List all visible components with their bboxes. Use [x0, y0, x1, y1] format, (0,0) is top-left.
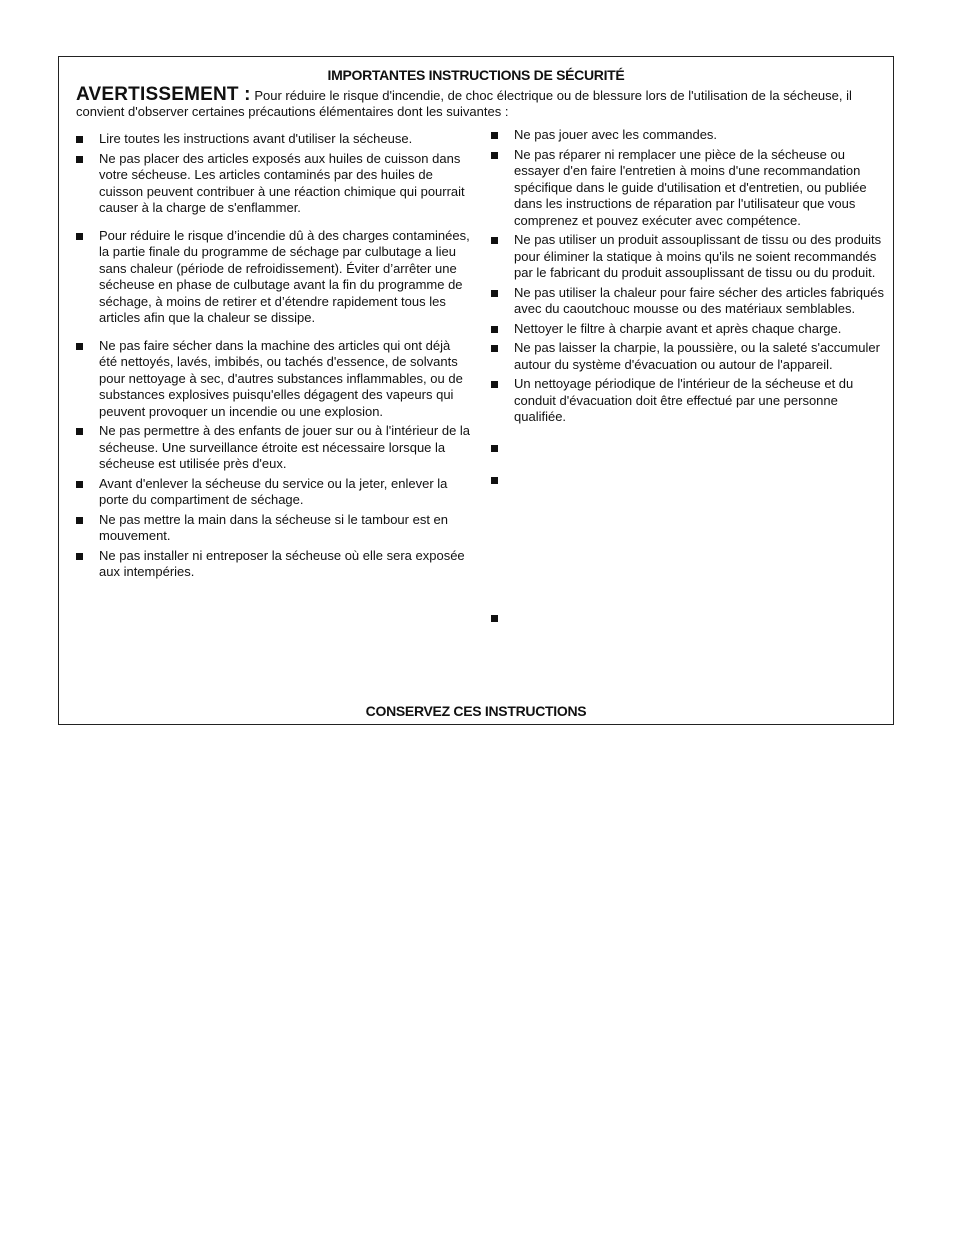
empty-list-item: [491, 610, 886, 626]
empty-list-item: [491, 440, 886, 456]
list-item-text: Ne pas placer des articles exposés aux huiles de cuisson dans votre sécheuse. Les articles contaminés par des huiles de cuisson peuvent contribuer à une réaction chimique qui pourrait causer à la charge de s'enflammer.: [99, 150, 465, 215]
list-item-text: Un nettoyage périodique de l'intérieur de la sécheuse et du conduit d'évacuation doit être effectué par une personne qualifiée.: [514, 376, 854, 424]
list-item-text: Nettoyer le filtre à charpie avant et après chaque charge.: [514, 320, 842, 336]
bullet-square-icon: [76, 343, 83, 350]
list-item-text: Avant d'enlever la sécheuse du service ou la jeter, enlever la porte du compartiment de séchage.: [99, 475, 448, 507]
empty-list-item: [491, 472, 886, 488]
bullet-square-icon: [76, 428, 83, 435]
list-item: [491, 127, 886, 144]
left-instruction-list: [76, 131, 471, 581]
list-item-text: Ne pas utiliser la chaleur pour faire sécher des articles fabriqués avec du caoutchouc mousse ou des matériaux semblables.: [514, 284, 884, 316]
list-item-text: Ne pas permettre à des enfants de jouer sur ou à l'intérieur de la sécheuse. Une surveillance étroite est nécessaire lorsque la sécheuse est utilisée près d'eux.: [99, 423, 471, 471]
bullet-square-icon: [76, 481, 83, 488]
bullet-square-icon: [491, 237, 498, 244]
bullet-square-icon: [491, 132, 498, 139]
bullet-square-icon: [491, 326, 498, 333]
list-item: [76, 131, 471, 148]
warning-paragraph: [76, 84, 866, 120]
warning-label: AVERTISSEMENT :: [76, 84, 251, 105]
list-item-text: Pour réduire le risque d’incendie dû à des charges contaminées, la partie finale du programme de séchage par culbutage a lieu sans chaleur (période de refroidissement). Éviter d’arrêter une sécheuse en phase de culbutage avant la fin du programme de séchage, à moins de retirer et d’étendre rapidement tous les articles afin que la chaleur se dissipe.: [99, 227, 470, 325]
list-item: [491, 340, 886, 373]
bullet-square-icon: [491, 615, 498, 622]
bullet-square-icon: [76, 517, 83, 524]
list-item: [491, 321, 886, 338]
bullet-square-icon: [76, 136, 83, 143]
bullet-square-icon: [76, 233, 83, 240]
bullet-square-icon: [491, 445, 498, 452]
list-item: [76, 338, 471, 421]
bullet-square-icon: [491, 345, 498, 352]
list-item-text: Ne pas jouer avec les commandes.: [514, 127, 718, 142]
bullet-square-icon: [491, 477, 498, 484]
list-item: [76, 151, 471, 217]
bullet-square-icon: [491, 381, 498, 388]
list-item-text: Ne pas faire sécher dans la machine des articles qui ont déjà été nettoyés, lavés, imbibés, ou tachés d'essence, de solvants pour nettoyage à sec, d'autres substances inflammables, ou de substances explosives puisqu'elles dégagent des vapeurs qui peuvent provoquer un incendie ou une explosion.: [99, 337, 463, 419]
section-title: IMPORTANTES INSTRUCTIONS DE SÉCURITÉ: [327, 67, 625, 83]
list-item-text: Ne pas mettre la main dans la sécheuse si le tambour est en mouvement.: [99, 511, 449, 543]
list-item: [76, 228, 471, 327]
warning-text: Pour réduire le risque d'incendie, de choc électrique ou de blessure lors de l'utilisation de la sécheuse, il convient d'observer certaines précautions élémentaires dont les suivantes :: [76, 88, 852, 119]
list-item: [76, 423, 471, 473]
right-instruction-list: [491, 127, 886, 626]
bullet-square-icon: [491, 152, 498, 159]
list-item-text: Ne pas utiliser un produit assouplissant de tissu ou des produits pour éliminer la statique à moins qu'ils ne soient recommandés par le fabricant du produit assouplissant de tissu ou du produit.: [514, 232, 882, 280]
list-item-text: Ne pas installer ni entreposer la sécheuse où elle sera exposée aux intempéries.: [99, 547, 465, 579]
list-item-text: Lire toutes les instructions avant d'utiliser la sécheuse.: [99, 131, 413, 146]
list-item: [491, 285, 886, 318]
footer-note: CONSERVEZ CES INSTRUCTIONS: [365, 703, 587, 719]
list-item: [491, 147, 886, 230]
bullet-square-icon: [76, 553, 83, 560]
safety-instructions-box: [58, 56, 894, 725]
list-item: [76, 476, 471, 509]
list-item: [76, 512, 471, 545]
list-item: [491, 232, 886, 282]
list-item: [491, 376, 886, 426]
list-item-text: Ne pas réparer ni remplacer une pièce de la sécheuse ou essayer d'en faire l'entretien à moins d'une recommandation spécifique dans le guide d'utilisation et d'entretien, ou publiée dans les instructions de réparation par l'utilisateur que vous comprenez et pouvez exécuter avec compétence.: [514, 146, 867, 228]
list-item-text: Ne pas laisser la charpie, la poussière, ou la saleté s'accumuler autour du système d'évacuation ou autour de l'appareil.: [514, 340, 880, 372]
bullet-square-icon: [76, 156, 83, 163]
bullet-square-icon: [491, 290, 498, 297]
list-item: [76, 548, 471, 581]
